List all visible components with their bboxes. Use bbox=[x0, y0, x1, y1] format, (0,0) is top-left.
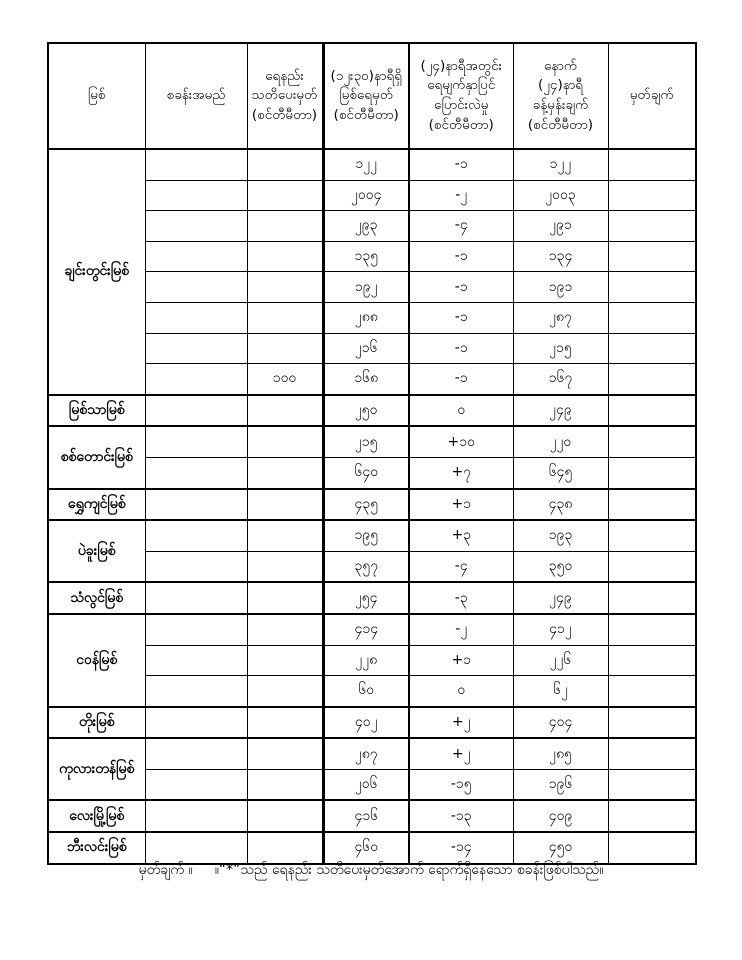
remark-cell bbox=[608, 302, 696, 333]
table-row bbox=[48, 302, 696, 333]
table-row bbox=[48, 489, 696, 521]
forecast-24hr-cell: ၆၂ bbox=[513, 676, 608, 707]
table-row bbox=[48, 832, 696, 864]
station-name-cell bbox=[145, 676, 247, 707]
remark-cell bbox=[608, 426, 696, 457]
remark-cell bbox=[608, 149, 696, 180]
warning-level-cell bbox=[247, 149, 323, 180]
station-name-cell bbox=[145, 489, 247, 521]
river-name-cell: ငဝန်မြစ် bbox=[48, 614, 145, 707]
current-level-cell: ၁၉၅ bbox=[323, 520, 409, 551]
station-name-cell bbox=[145, 614, 247, 645]
current-level-cell: ၄၁၆ bbox=[323, 800, 409, 832]
table-row bbox=[48, 582, 696, 614]
forecast-24hr-cell: ၂၄၉ bbox=[513, 582, 608, 614]
current-level-cell: ၂၁၅ bbox=[323, 426, 409, 457]
station-name-cell bbox=[145, 364, 247, 395]
current-level-cell: ၁၃၅ bbox=[323, 241, 409, 272]
forecast-24hr-cell: ၄၃၈ bbox=[513, 489, 608, 521]
station-name-cell bbox=[145, 241, 247, 272]
forecast-24hr-cell: ၄၁၂ bbox=[513, 614, 608, 645]
station-name-cell bbox=[145, 645, 247, 676]
river-name-cell: ကုလားတန်မြစ် bbox=[48, 738, 145, 800]
current-level-cell: ၂၅၀ bbox=[323, 395, 409, 427]
remark-cell bbox=[608, 551, 696, 582]
table-footnote bbox=[47, 860, 695, 881]
warning-level-cell bbox=[247, 395, 323, 427]
change-24hr-cell: -၁၃ bbox=[409, 800, 513, 832]
warning-level-cell bbox=[247, 180, 323, 211]
table-row bbox=[48, 614, 696, 645]
forecast-24hr-cell: ၂၀၀၃ bbox=[513, 180, 608, 211]
remark-cell bbox=[608, 520, 696, 551]
current-level-cell: ၆၀ bbox=[323, 676, 409, 707]
river-name-cell: တိုးမြစ် bbox=[48, 707, 145, 739]
forecast-24hr-cell: ၆၄၅ bbox=[513, 457, 608, 488]
change-24hr-cell: -၁ bbox=[409, 302, 513, 333]
station-name-cell bbox=[145, 395, 247, 427]
table-row bbox=[48, 457, 696, 488]
change-24hr-cell: -၄ bbox=[409, 551, 513, 582]
current-level-cell: ၁၆၈ bbox=[323, 364, 409, 395]
station-name-cell bbox=[145, 211, 247, 242]
remark-cell bbox=[608, 769, 696, 800]
change-24hr-cell: +၃ bbox=[409, 520, 513, 551]
current-level-cell: ၂၅၄ bbox=[323, 582, 409, 614]
current-level-cell: ၁၂၂ bbox=[323, 149, 409, 180]
column-header-river: မြစ် bbox=[48, 43, 145, 149]
change-24hr-cell: +၁ bbox=[409, 645, 513, 676]
change-24hr-cell: -၁ bbox=[409, 241, 513, 272]
table-row bbox=[48, 645, 696, 676]
change-24hr-cell: -၁ bbox=[409, 333, 513, 364]
current-level-cell: ၄၆၀ bbox=[323, 832, 409, 864]
change-24hr-cell: -၃ bbox=[409, 582, 513, 614]
forecast-24hr-cell: ၁၉၁ bbox=[513, 272, 608, 303]
forecast-24hr-cell: ၁၃၄ bbox=[513, 241, 608, 272]
change-24hr-cell: -၁ bbox=[409, 272, 513, 303]
station-name-cell bbox=[145, 800, 247, 832]
table-row bbox=[48, 180, 696, 211]
column-header-current: (၁၂း၃၀)နာရီရှိ မြစ်ရေမှတ် (စင်တီမီတာ) bbox=[323, 43, 409, 149]
forecast-24hr-cell: ၃၅၀ bbox=[513, 551, 608, 582]
remark-cell bbox=[608, 676, 696, 707]
river-name-cell: ချင်းတွင်းမြစ် bbox=[48, 149, 145, 395]
river-name-cell: စစ်တောင်းမြစ် bbox=[48, 426, 145, 488]
current-level-cell: ၂၂၈ bbox=[323, 645, 409, 676]
forecast-24hr-cell: ၁၂၂ bbox=[513, 149, 608, 180]
column-header-change: (၂၄)နာရီအတွင်း ရေမျက်နှာပြင် ပြောင်းလဲမှု (စင်တီမီတာ) bbox=[409, 43, 513, 149]
forecast-24hr-cell: ၄၀၄ bbox=[513, 707, 608, 739]
forecast-24hr-cell: ၂၂၀ bbox=[513, 426, 608, 457]
remark-cell bbox=[608, 614, 696, 645]
forecast-24hr-cell: ၂၈၇ bbox=[513, 302, 608, 333]
forecast-24hr-cell: ၁၆၇ bbox=[513, 364, 608, 395]
warning-level-cell bbox=[247, 272, 323, 303]
change-24hr-cell: -၂ bbox=[409, 614, 513, 645]
table-body bbox=[48, 149, 696, 864]
remark-cell bbox=[608, 180, 696, 211]
station-name-cell bbox=[145, 426, 247, 457]
current-level-cell: ၂၁၆ bbox=[323, 333, 409, 364]
remark-cell bbox=[608, 582, 696, 614]
station-name-cell bbox=[145, 180, 247, 211]
change-24hr-cell: -၄ bbox=[409, 211, 513, 242]
remark-cell bbox=[608, 364, 696, 395]
station-name-cell bbox=[145, 457, 247, 488]
warning-level-cell bbox=[247, 738, 323, 769]
warning-level-cell bbox=[247, 582, 323, 614]
forecast-24hr-cell: ၂၈၅ bbox=[513, 738, 608, 769]
warning-level-cell bbox=[247, 211, 323, 242]
table-row bbox=[48, 272, 696, 303]
column-header-forecast: နောက် (၂၄)နာရီ ခန့်မှန်းချက် (စင်တီမီတာ) bbox=[513, 43, 608, 149]
table-row bbox=[48, 676, 696, 707]
warning-level-cell bbox=[247, 520, 323, 551]
river-name-cell: ရွှေကျင်မြစ် bbox=[48, 489, 145, 521]
change-24hr-cell: -၁၄ bbox=[409, 832, 513, 864]
change-24hr-cell: -၁ bbox=[409, 364, 513, 395]
change-24hr-cell: +၂ bbox=[409, 707, 513, 739]
station-name-cell bbox=[145, 738, 247, 769]
table-row bbox=[48, 426, 696, 457]
station-name-cell bbox=[145, 582, 247, 614]
change-24hr-cell: +၇ bbox=[409, 457, 513, 488]
change-24hr-cell: ၀ bbox=[409, 395, 513, 427]
current-level-cell: ၄၁၄ bbox=[323, 614, 409, 645]
station-name-cell bbox=[145, 333, 247, 364]
table-row bbox=[48, 333, 696, 364]
remark-cell bbox=[608, 272, 696, 303]
river-name-cell: လေးမြို့မြစ် bbox=[48, 800, 145, 832]
river-water-level-table bbox=[47, 42, 697, 865]
warning-level-cell bbox=[247, 426, 323, 457]
warning-level-cell bbox=[247, 489, 323, 521]
current-level-cell: ၁၉၂ bbox=[323, 272, 409, 303]
station-name-cell bbox=[145, 707, 247, 739]
station-name-cell bbox=[145, 302, 247, 333]
warning-level-cell bbox=[247, 302, 323, 333]
forecast-24hr-cell: ၂၉၁ bbox=[513, 211, 608, 242]
warning-level-cell bbox=[247, 707, 323, 739]
table-row bbox=[48, 769, 696, 800]
header-row bbox=[48, 43, 696, 149]
forecast-24hr-cell: ၄၅၀ bbox=[513, 832, 608, 864]
footnote-label: မှတ်ချက် ။ bbox=[138, 862, 193, 878]
change-24hr-cell: -၁၅ bbox=[409, 769, 513, 800]
current-level-cell: ၂၀၆ bbox=[323, 769, 409, 800]
table-row bbox=[48, 738, 696, 769]
warning-level-cell: ၁၀၀ bbox=[247, 364, 323, 395]
remark-cell bbox=[608, 211, 696, 242]
current-level-cell: ၂၈၈ bbox=[323, 302, 409, 333]
table-row bbox=[48, 149, 696, 180]
remark-cell bbox=[608, 832, 696, 864]
warning-level-cell bbox=[247, 800, 323, 832]
warning-level-cell bbox=[247, 614, 323, 645]
change-24hr-cell: ၀ bbox=[409, 676, 513, 707]
remark-cell bbox=[608, 395, 696, 427]
change-24hr-cell: +၁၀ bbox=[409, 426, 513, 457]
remark-cell bbox=[608, 800, 696, 832]
warning-level-cell bbox=[247, 769, 323, 800]
station-name-cell bbox=[145, 551, 247, 582]
remark-cell bbox=[608, 738, 696, 769]
table-row bbox=[48, 364, 696, 395]
river-name-cell: ပဲခူးမြစ် bbox=[48, 520, 145, 582]
current-level-cell: ၂၉၃ bbox=[323, 211, 409, 242]
footnote-text: ။“*”သည် ရေနည်း သတိပေးမှတ်အောက် ရောက်ရှိနေသော စခန်းဖြစ်ပါသည်။ bbox=[214, 862, 604, 878]
station-name-cell bbox=[145, 272, 247, 303]
remark-cell bbox=[608, 707, 696, 739]
station-name-cell bbox=[145, 520, 247, 551]
forecast-24hr-cell: ၂၂၆ bbox=[513, 645, 608, 676]
river-name-cell: မြစ်သာမြစ် bbox=[48, 395, 145, 427]
station-name-cell bbox=[145, 832, 247, 864]
column-header-warning: ရေနည်း သတိပေးမှတ် (စင်တီမီတာ) bbox=[247, 43, 323, 149]
remark-cell bbox=[608, 333, 696, 364]
change-24hr-cell: -၁ bbox=[409, 149, 513, 180]
table-row bbox=[48, 211, 696, 242]
current-level-cell: ၆၄၀ bbox=[323, 457, 409, 488]
forecast-24hr-cell: ၁၉၃ bbox=[513, 520, 608, 551]
warning-level-cell bbox=[247, 832, 323, 864]
current-level-cell: ၂၀၀၄ bbox=[323, 180, 409, 211]
change-24hr-cell: +၁ bbox=[409, 489, 513, 521]
table-row bbox=[48, 520, 696, 551]
table-row bbox=[48, 241, 696, 272]
forecast-24hr-cell: ၂၄၉ bbox=[513, 395, 608, 427]
column-header-station: စခန်းအမည် bbox=[145, 43, 247, 149]
current-level-cell: ၄၀၂ bbox=[323, 707, 409, 739]
table-row bbox=[48, 800, 696, 832]
warning-level-cell bbox=[247, 333, 323, 364]
forecast-24hr-cell: ၁၉၆ bbox=[513, 769, 608, 800]
forecast-24hr-cell: ၄၀၉ bbox=[513, 800, 608, 832]
table-row bbox=[48, 707, 696, 739]
remark-cell bbox=[608, 241, 696, 272]
forecast-24hr-cell: ၂၁၅ bbox=[513, 333, 608, 364]
warning-level-cell bbox=[247, 551, 323, 582]
table-row bbox=[48, 551, 696, 582]
remark-cell bbox=[608, 645, 696, 676]
warning-level-cell bbox=[247, 676, 323, 707]
warning-level-cell bbox=[247, 457, 323, 488]
remark-cell bbox=[608, 457, 696, 488]
station-name-cell bbox=[145, 769, 247, 800]
station-name-cell bbox=[145, 149, 247, 180]
river-name-cell: သံလွင်မြစ် bbox=[48, 582, 145, 614]
change-24hr-cell: -၂ bbox=[409, 180, 513, 211]
table-header bbox=[48, 43, 696, 149]
current-level-cell: ၄၃၅ bbox=[323, 489, 409, 521]
current-level-cell: ၂၈၇ bbox=[323, 738, 409, 769]
change-24hr-cell: +၂ bbox=[409, 738, 513, 769]
remark-cell bbox=[608, 489, 696, 521]
current-level-cell: ၃၅၇ bbox=[323, 551, 409, 582]
warning-level-cell bbox=[247, 241, 323, 272]
river-name-cell: ဘီးလင်းမြစ် bbox=[48, 832, 145, 864]
table-row bbox=[48, 395, 696, 427]
column-header-remark: မှတ်ချက် bbox=[608, 43, 696, 149]
warning-level-cell bbox=[247, 645, 323, 676]
